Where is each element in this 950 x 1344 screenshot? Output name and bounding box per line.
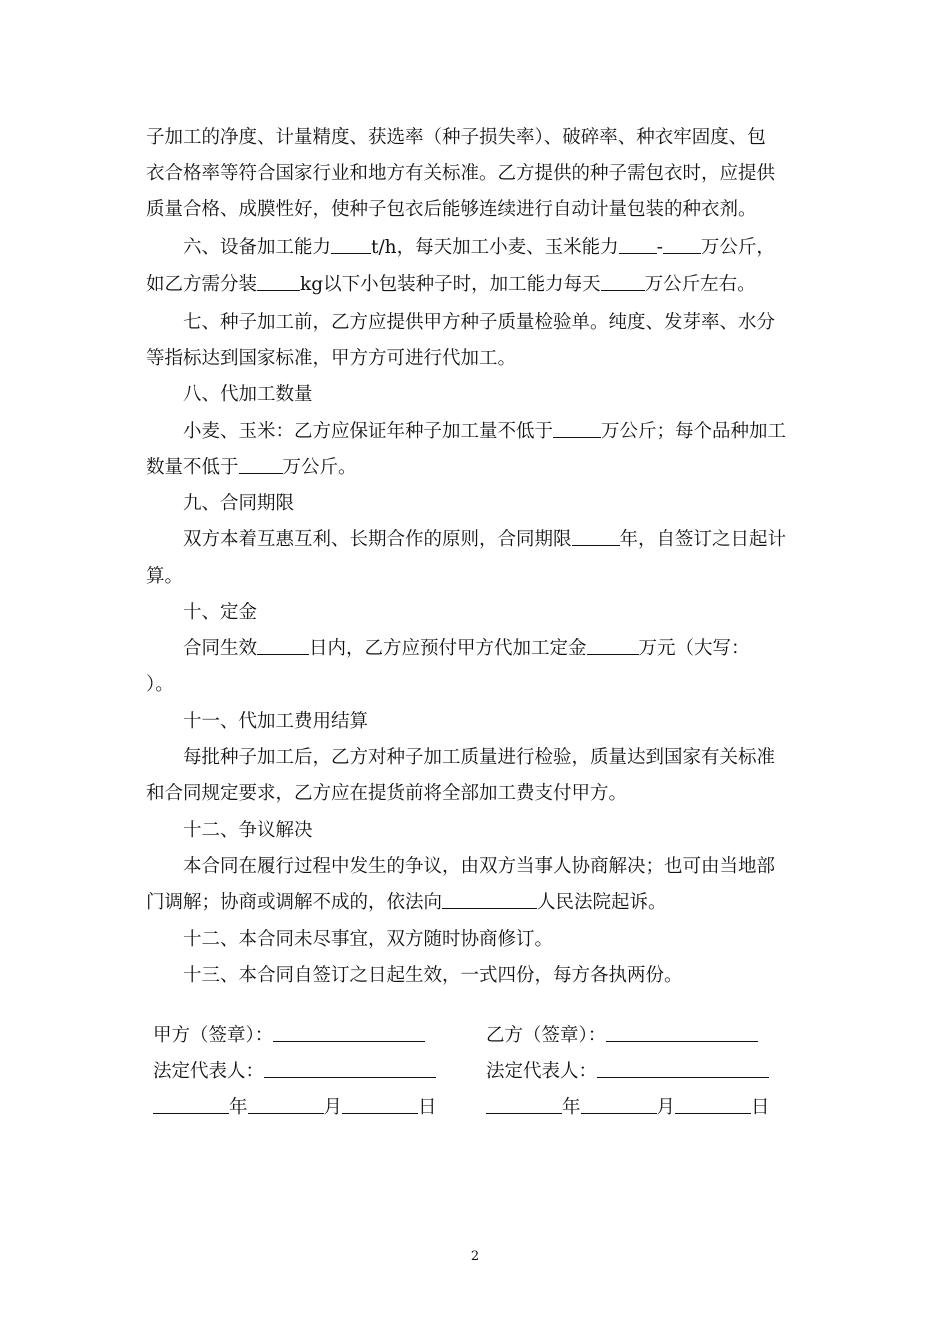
clause-12-line-2: 门调解；协商或调解不成的，依法向 人民法院起诉。 <box>146 892 667 913</box>
clause-9-line-1: 双方本着互惠互利、长期合作的原则，合同期限 年，自签订之日起计 <box>183 529 787 550</box>
section-heading: 九、合同期限 <box>183 493 295 514</box>
paragraph-line: 本合同在履行过程中发生的争议，由双方当事人协商解决；也可由当地部 <box>183 856 776 877</box>
paragraph-line: 衣合格率等符合国家行业和地方有关标准。乙方提供的种子需包衣时，应提供 <box>146 163 776 184</box>
paragraph-line: 每批种子加工后，乙方对种子加工质量进行检验，质量达到国家有关标准 <box>183 747 776 768</box>
paragraph-line: 七、种子加工前，乙方应提供甲方种子质量检验单。纯度、发芽率、水分 <box>183 312 776 333</box>
paragraph-line: 十三、本合同自签订之日起生效，一式四份，每方各执两份。 <box>183 965 683 986</box>
page-number: 2 <box>470 1249 480 1264</box>
signature-field[interactable] <box>606 1024 758 1042</box>
paragraph-line: 十二、本合同未尽事宜，双方随时协商修订。 <box>183 929 554 950</box>
party-a-representative: 法定代表人： <box>153 1060 436 1084</box>
clause-8-line-2: 数量不低于 万公斤。 <box>146 457 357 478</box>
blank-field[interactable] <box>601 273 645 291</box>
day-field[interactable] <box>342 1096 418 1114</box>
section-heading: 八、代加工数量 <box>183 384 313 405</box>
clause-6-line-2: 如乙方需分装 kg以下小包装种子时，加工能力每天 万公斤左右。 <box>146 274 756 295</box>
clause-10-line-1: 合同生效 日内，乙方应预付甲方代加工定金 万元（大写： <box>183 638 750 659</box>
paragraph-line: ）。 <box>146 674 174 695</box>
paragraph-line: 算。 <box>146 566 184 587</box>
paragraph-line: 等指标达到国家标准，甲方方可进行代加工。 <box>146 348 517 369</box>
paragraph-line: 子加工的净度、计量精度、获选率（种子损失率）、破碎率、种衣牢固度、包 <box>146 127 766 148</box>
day-field[interactable] <box>675 1096 751 1114</box>
blank-field[interactable] <box>663 236 701 254</box>
party-a-signature: 甲方（签章）： <box>153 1024 425 1048</box>
party-b-signature: 乙方（签章）： <box>486 1024 758 1048</box>
section-heading: 十二、争议解决 <box>183 820 313 841</box>
section-heading: 十一、代加工费用结算 <box>183 711 369 732</box>
blank-field[interactable] <box>331 236 371 254</box>
month-field[interactable] <box>581 1096 657 1114</box>
blank-field[interactable] <box>239 456 283 474</box>
section-heading: 十、定金 <box>183 602 258 623</box>
blank-field[interactable] <box>572 528 620 546</box>
paragraph-line: 和合同规定要求，乙方应在提货前将全部加工费支付甲方。 <box>146 783 628 804</box>
blank-field[interactable] <box>619 236 657 254</box>
party-a-date: 年 月 日 <box>153 1096 437 1120</box>
party-b-date: 年 月 日 <box>486 1096 770 1120</box>
blank-field[interactable] <box>257 637 309 655</box>
paragraph-line: 质量合格、成膜性好，使种子包衣后能够连续进行自动计量包装的种衣剂。 <box>146 199 757 220</box>
blank-field[interactable] <box>587 637 639 655</box>
representative-field[interactable] <box>597 1060 769 1078</box>
blank-field[interactable] <box>553 420 601 438</box>
year-field[interactable] <box>153 1096 229 1114</box>
year-field[interactable] <box>486 1096 562 1114</box>
month-field[interactable] <box>248 1096 324 1114</box>
blank-field[interactable] <box>442 891 537 909</box>
clause-6-line-1: 六、设备加工能力 t/h，每天加工小麦、玉米能力 - 万公斤， <box>183 237 775 258</box>
representative-field[interactable] <box>264 1060 436 1078</box>
blank-field[interactable] <box>257 273 300 291</box>
party-b-representative: 法定代表人： <box>486 1060 769 1084</box>
signature-field[interactable] <box>273 1024 425 1042</box>
clause-8-line-1: 小麦、玉米：乙方应保证年种子加工量不低于 万公斤；每个品种加工 <box>183 421 787 442</box>
